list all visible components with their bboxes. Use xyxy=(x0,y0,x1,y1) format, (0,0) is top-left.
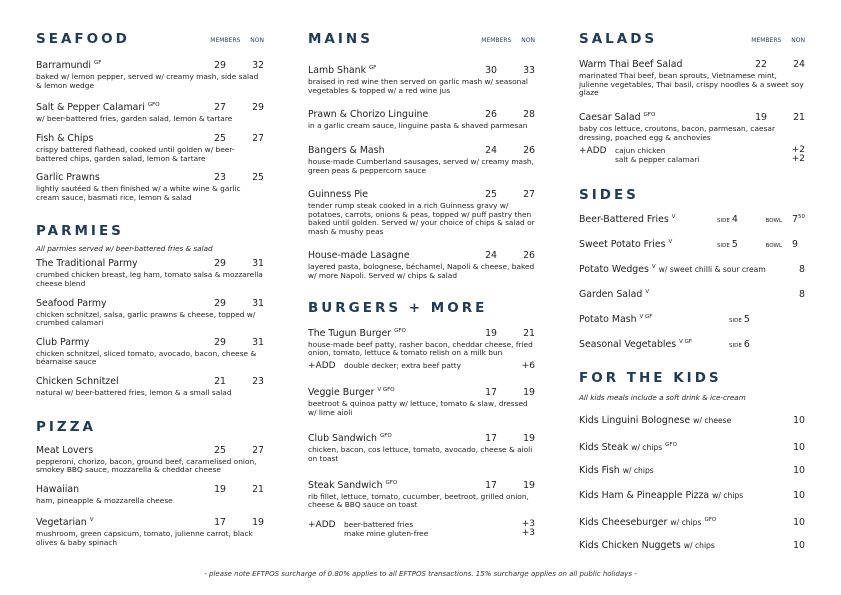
item-name xyxy=(36,133,198,145)
item-name xyxy=(308,430,469,445)
kids-name-text: Kids Ham & Pineapple Pizza xyxy=(579,490,710,502)
mains-section xyxy=(308,28,535,281)
item-row xyxy=(36,484,264,496)
item-description: natural w/ beer-battered fries, lemon & a small salad xyxy=(36,387,232,397)
members-header: MEMBERS xyxy=(751,37,782,44)
item-description: lightly sautéed & then finished w/ a white wine & garlic cream sauce, basmati rice, lemon & salad xyxy=(36,184,241,202)
kids-price: 10 xyxy=(793,442,805,454)
menu-list xyxy=(36,57,264,202)
add-option: cajun chicken xyxy=(615,146,666,156)
menu-item xyxy=(579,109,805,142)
members-header: MEMBERS xyxy=(210,37,241,44)
item-row xyxy=(308,384,535,399)
side-price: 8 xyxy=(799,289,805,301)
item-name xyxy=(579,109,739,124)
member-price: 29 xyxy=(214,258,226,270)
add-option: salt & pepper calamari xyxy=(615,155,700,165)
side-label: SIDE xyxy=(729,343,742,350)
kids-name xyxy=(579,458,785,483)
dietary-tag: V xyxy=(671,214,676,221)
add-label: +ADD xyxy=(579,146,607,157)
parmies-section xyxy=(36,220,264,397)
side-name-text: Garden Salad xyxy=(579,289,643,301)
member-price: 19 xyxy=(755,111,767,123)
dietary-tag: GFO xyxy=(665,442,677,449)
right-column xyxy=(579,28,805,558)
item-name-text: Veggie Burger xyxy=(308,387,375,399)
side-label: SIDE xyxy=(729,318,742,325)
item-name-text: House-made Lasagne xyxy=(308,250,410,262)
item-description: tender rump steak cooked in a rich Guinness gravy w/ potatoes, carrots, onions & peas, topped w/ puff pastry then baked until golden. Served w/ your choice of chips & salad or mash & mushy peas xyxy=(308,201,535,236)
menu-item xyxy=(36,376,264,398)
kids-name xyxy=(579,508,785,535)
non-member-price: 31 xyxy=(252,336,264,348)
dietary-tag: GFO xyxy=(147,102,160,109)
side-price: 8 xyxy=(799,264,805,276)
member-price: 17 xyxy=(485,479,497,491)
non-member-price: 26 xyxy=(523,144,535,156)
item-name xyxy=(36,57,198,72)
member-price: 25 xyxy=(214,444,226,456)
item-name-text: Lamb Shank xyxy=(308,65,367,77)
bowl-value: 9 xyxy=(792,239,798,251)
non-member-price: 33 xyxy=(523,65,535,77)
non-member-price: 24 xyxy=(793,59,805,70)
item-row xyxy=(36,57,264,72)
side-name-text: Seasonal Vegetables xyxy=(579,339,677,351)
menu-item xyxy=(36,258,264,288)
menu-item xyxy=(579,59,805,98)
non-member-price: 21 xyxy=(252,483,264,495)
item-description: pepperoni, chorizo, bacon, ground beef, caramelised onion, smokey BBQ sauce, mozzarella & cheddar cheese xyxy=(36,456,257,475)
kids-name-text: Kids Chicken Nuggets xyxy=(579,540,681,552)
add-price: +2 xyxy=(791,154,805,165)
side-name-text: Potato Wedges xyxy=(579,264,649,276)
item-description: w/ beer-battered fries, garden salad, lemon & tartare xyxy=(36,114,233,124)
member-price: 23 xyxy=(214,172,226,184)
member-price: 19 xyxy=(214,483,226,495)
kids-accompaniment: w/ chips xyxy=(683,541,715,551)
side-name-text: Potato Mash xyxy=(579,314,637,326)
kids-accompaniment: w/ chips xyxy=(631,443,663,453)
item-name xyxy=(308,145,469,157)
non-member-price: 19 xyxy=(252,517,264,529)
dietary-tag: GFO xyxy=(704,517,717,524)
side-item xyxy=(579,330,805,355)
item-name xyxy=(36,337,198,349)
side-item xyxy=(579,205,805,230)
member-price: 30 xyxy=(485,65,497,77)
add-label: +ADD xyxy=(308,519,336,530)
item-description: rib fillet, lettuce, tomato, cucumber, beetroot, grilled onion, cheese & BBQ sauce on toast xyxy=(308,491,529,510)
member-price: 19 xyxy=(485,327,497,339)
item-row xyxy=(308,62,535,77)
member-price: 25 xyxy=(485,189,497,201)
non-member-price: 32 xyxy=(252,60,264,72)
kids-name-text: Kids Cheeseburger xyxy=(579,517,668,529)
column-headers xyxy=(210,37,264,48)
kids-name-text: Kids Steak xyxy=(579,442,629,454)
non-member-price: 23 xyxy=(252,375,264,387)
member-price: 22 xyxy=(755,59,767,70)
side-item xyxy=(579,255,805,280)
item-row xyxy=(308,477,535,492)
kids-item xyxy=(579,483,805,508)
item-name-text: Bangers & Mash xyxy=(308,144,385,156)
seafood-section xyxy=(36,28,264,202)
item-name xyxy=(36,258,198,270)
kids-item xyxy=(579,408,805,433)
kids-price: 10 xyxy=(793,517,805,529)
left-column xyxy=(36,28,264,548)
non-member-price: 31 xyxy=(252,258,264,270)
dietary-tag: GF xyxy=(94,60,102,66)
kids-list xyxy=(579,408,805,558)
member-price: 17 xyxy=(214,517,226,529)
menu-item xyxy=(36,337,264,367)
item-row xyxy=(36,298,264,310)
column-headers xyxy=(481,37,535,48)
item-name-text: The Tugun Burger xyxy=(308,327,392,339)
side-value: 5 xyxy=(731,239,738,251)
add-price: +3 xyxy=(521,518,535,529)
sides-list xyxy=(579,205,805,355)
side-name xyxy=(579,205,717,232)
section-title: SIDES xyxy=(579,187,639,204)
side-accompaniment: w/ sweet chilli & sour cream xyxy=(658,265,766,275)
middle-column xyxy=(308,28,535,538)
item-name-text: Club Sandwich xyxy=(308,433,377,445)
dietary-tag: V xyxy=(651,264,656,271)
non-member-price: 28 xyxy=(523,109,535,121)
menu-item xyxy=(36,484,264,506)
members-header: MEMBERS xyxy=(481,37,512,44)
member-price: 29 xyxy=(214,336,226,348)
item-description: baby cos lettuce, croutons, bacon, parmesan, caesar dressing, poached egg & anchovies xyxy=(579,123,775,142)
menu-item xyxy=(36,133,264,163)
item-name-text: Salt & Pepper Calamari xyxy=(36,102,145,114)
menu-item xyxy=(36,57,264,90)
kids-item xyxy=(579,458,805,483)
item-row xyxy=(36,258,264,270)
column-headers xyxy=(751,37,805,48)
item-description: chicken schnitzel, sliced tomato, avocado, bacon, cheese & béarnaise sauce xyxy=(36,348,257,367)
member-price: 25 xyxy=(214,133,226,145)
item-name xyxy=(308,384,469,399)
item-row xyxy=(308,325,535,340)
non-member-price: 25 xyxy=(252,172,264,184)
kids-name-text: Kids Linguini Bolognese xyxy=(579,415,691,427)
dietary-tag: GFO xyxy=(379,433,392,440)
item-name xyxy=(308,250,469,262)
item-description: house-made beef patty, rasher bacon, cheddar cheese, fried onion, tomato, lettuce & tomato relish on a milk bun xyxy=(308,339,533,358)
item-description: crispy battered flathead, cooked until golden w/ beer-battered chips, garden salad, lemon & tartare xyxy=(36,145,235,163)
add-price: +3 xyxy=(521,527,535,538)
member-price: 17 xyxy=(485,387,497,399)
non-member-price: 19 xyxy=(523,387,535,399)
kids-item xyxy=(579,508,805,533)
dietary-tag: V GF xyxy=(639,314,653,321)
side-name-text: Sweet Potato Fries xyxy=(579,239,666,251)
add-option: double decker; extra beef patty xyxy=(344,360,462,370)
bowl-cents: 50 xyxy=(798,214,805,221)
menu-item xyxy=(36,298,264,328)
menu-list xyxy=(36,258,264,397)
kids-price: 10 xyxy=(793,415,805,427)
item-name xyxy=(36,99,198,114)
item-name-text: Club Parmy xyxy=(36,336,90,348)
item-name xyxy=(36,445,198,457)
section-title: BURGERS + MORE xyxy=(308,299,488,316)
non-member-price: 29 xyxy=(252,102,264,114)
pizza-section xyxy=(36,416,264,548)
menu-item xyxy=(36,514,264,547)
side-name xyxy=(579,280,785,307)
item-description: marinated Thai beef, bean sprouts, Vietnamese mint, julienne vegetables, Thai basil, crispy noodles & a sweet soy glaze xyxy=(579,71,804,98)
item-name-text: Garlic Prawns xyxy=(36,172,100,184)
surcharge-note: - please note EFTPOS surcharge of 0.80% applies to all EFTPOS transactions. 15% surcharge applies on all public holidays - xyxy=(204,570,637,578)
item-row xyxy=(579,109,805,124)
add-option: beer-battered fries xyxy=(344,519,414,529)
section-note: All parmies served w/ beer-battered fries & salad xyxy=(36,244,213,254)
item-name xyxy=(36,376,198,388)
add-price: +6 xyxy=(521,360,535,371)
kids-name xyxy=(579,483,785,508)
non-member-price: 19 xyxy=(523,433,535,445)
dietary-tag: V xyxy=(89,517,94,524)
item-row xyxy=(308,430,535,445)
item-name-text: Barramundi xyxy=(36,60,92,72)
item-name xyxy=(36,298,198,310)
item-row xyxy=(36,445,264,457)
add-on-fries xyxy=(308,520,535,538)
menu-item xyxy=(308,145,535,175)
side-name-text: Beer-Battered Fries xyxy=(579,214,669,226)
member-price: 29 xyxy=(214,60,226,72)
kids-price: 10 xyxy=(793,490,805,502)
member-price: 26 xyxy=(485,109,497,121)
bowl-price xyxy=(761,205,805,234)
non-member-price: 27 xyxy=(523,189,535,201)
member-price: 27 xyxy=(214,102,226,114)
dietary-tag: V GFO xyxy=(377,386,395,393)
item-name-text: Warm Thai Beef Salad xyxy=(579,59,683,70)
item-row xyxy=(36,99,264,114)
item-row xyxy=(36,376,264,388)
non-member-price: 31 xyxy=(252,297,264,309)
menu-item xyxy=(36,172,264,202)
menu-item xyxy=(36,445,264,475)
dietary-tag: GFO xyxy=(394,327,406,334)
kids-accompaniment: w/ cheese xyxy=(693,416,732,426)
menu-list xyxy=(36,445,264,548)
kids-name xyxy=(579,408,785,433)
side-label: SIDE xyxy=(717,243,730,250)
menu-list xyxy=(308,62,535,281)
kids-item xyxy=(579,433,805,458)
add-option: make mine gluten-free xyxy=(344,528,429,538)
side-price xyxy=(729,307,773,334)
item-row xyxy=(308,109,535,121)
item-description: ham, pineapple & mozzarella cheese xyxy=(36,495,173,505)
menu-item xyxy=(308,384,535,417)
dietary-tag: GFO xyxy=(385,479,398,486)
side-item xyxy=(579,305,805,330)
non-header: NON xyxy=(791,37,805,44)
kids-accompaniment: w/ chips xyxy=(670,518,702,528)
item-description: beetroot & quinoa patty w/ lettuce, tomato & slaw, dressed w/ lime aioli xyxy=(308,399,528,417)
item-description: chicken, bacon, cos lettuce, tomato, avocado, cheese & aioli on toast xyxy=(308,445,533,463)
side-value: 6 xyxy=(743,339,750,351)
kids-section xyxy=(579,367,805,558)
side-value: 4 xyxy=(731,214,738,226)
item-name-text: Steak Sandwich xyxy=(308,479,383,491)
add-on-salad xyxy=(579,146,805,164)
add-on-burger xyxy=(308,361,535,371)
add-price: +2 xyxy=(791,145,805,156)
item-name xyxy=(308,325,469,340)
kids-price: 10 xyxy=(793,465,805,477)
item-name-text: Vegetarian xyxy=(36,517,87,529)
menu-item xyxy=(36,99,264,124)
menu-item xyxy=(308,325,535,358)
menu-item xyxy=(308,477,535,510)
item-row xyxy=(36,133,264,145)
side-price xyxy=(729,332,773,359)
dietary-tag: GFO xyxy=(643,111,656,118)
non-member-price: 27 xyxy=(252,444,264,456)
item-row xyxy=(308,250,535,262)
kids-name-text: Kids Fish xyxy=(579,465,620,477)
item-name xyxy=(308,62,469,77)
item-name-text: The Traditional Parmy xyxy=(36,258,138,270)
kids-accompaniment: w/ chips xyxy=(622,466,654,476)
section-title: PIZZA xyxy=(36,418,96,435)
side-name xyxy=(579,230,717,257)
item-name xyxy=(308,477,469,492)
member-price: 17 xyxy=(485,433,497,445)
member-price: 24 xyxy=(485,144,497,156)
menu-item xyxy=(308,430,535,463)
dietary-tag: V xyxy=(645,289,650,296)
member-price: 24 xyxy=(485,250,497,262)
non-header: NON xyxy=(521,37,535,44)
side-name xyxy=(579,255,785,282)
item-row xyxy=(308,145,535,157)
side-item xyxy=(579,230,805,255)
side-name xyxy=(579,305,729,332)
non-member-price: 27 xyxy=(252,133,264,145)
item-row xyxy=(308,189,535,201)
item-description: braised in red wine then served on garlic mash w/ seasonal vegetables & topped w/ a red wine jus xyxy=(308,77,528,95)
item-name xyxy=(579,59,739,71)
item-row xyxy=(579,59,805,71)
non-member-price: 21 xyxy=(793,111,805,123)
side-name xyxy=(579,330,729,357)
section-title: FOR THE KIDS xyxy=(579,370,722,387)
item-description: layered pasta, bolognese, béchamel, Napoli & cheese, baked w/ more Napoli. Served w/ chips & salad xyxy=(308,262,535,281)
item-name xyxy=(36,514,198,529)
item-name-text: Hawaiian xyxy=(36,483,80,495)
member-price: 29 xyxy=(214,297,226,309)
menu-item xyxy=(308,189,535,236)
add-label: +ADD xyxy=(308,360,336,371)
burgers-section xyxy=(308,297,535,538)
item-row xyxy=(36,337,264,349)
menu-list xyxy=(579,59,805,142)
item-name-text: Fish & Chips xyxy=(36,133,94,145)
salads-section xyxy=(579,28,805,164)
menu-item xyxy=(308,250,535,280)
section-title: SALADS xyxy=(579,31,658,47)
item-description: in a garlic cream sauce, linguine pasta & shaved parmesan xyxy=(308,121,528,131)
section-title: PARMIES xyxy=(36,223,124,240)
bowl-label: BOWL xyxy=(765,218,783,225)
sides-section xyxy=(579,184,805,355)
non-header: NON xyxy=(250,37,264,44)
item-name-text: Chicken Schnitzel xyxy=(36,375,119,387)
item-description: chicken schnitzel, salsa, garlic prawns & cheese, topped w/ crumbed calamari xyxy=(36,309,256,328)
section-note: All kids meals include a soft drink & ice-cream xyxy=(579,393,746,403)
side-price xyxy=(717,207,761,234)
kids-price: 10 xyxy=(793,540,805,552)
item-name xyxy=(308,109,469,121)
item-description: mushroom, green capsicum, tomato, julienne carrot, black olives & baby spinach xyxy=(36,529,253,548)
non-member-price: 19 xyxy=(523,479,535,491)
section-title: MAINS xyxy=(308,31,373,47)
item-name xyxy=(308,189,469,201)
item-description: baked w/ lemon pepper, served w/ creamy mash, side salad & lemon wedge xyxy=(36,72,259,90)
menu-list xyxy=(308,325,535,510)
kids-name xyxy=(579,433,785,460)
section-title: SEAFOOD xyxy=(36,31,130,47)
item-name-text: Prawn & Chorizo Linguine xyxy=(308,109,429,121)
item-name xyxy=(36,172,198,184)
item-name-text: Meat Lovers xyxy=(36,444,94,456)
side-item xyxy=(579,280,805,305)
item-name-text: Seafood Parmy xyxy=(36,297,107,309)
item-row xyxy=(36,514,264,529)
item-name-text: Guinness Pie xyxy=(308,189,369,201)
item-name xyxy=(36,484,198,496)
non-member-price: 21 xyxy=(523,327,535,339)
item-description: house-made Cumberland sausages, served w/ creamy mash, green peas & peppercorn sauce xyxy=(308,156,534,175)
side-label: SIDE xyxy=(717,218,730,225)
non-member-price: 26 xyxy=(523,250,535,262)
member-price: 21 xyxy=(214,375,226,387)
menu-item xyxy=(308,109,535,131)
bowl-value: 7 xyxy=(792,214,798,226)
side-value: 5 xyxy=(743,314,750,326)
item-name-text: Caesar Salad xyxy=(579,111,641,123)
dietary-tag: V GF xyxy=(679,339,693,346)
kids-accompaniment: w/ chips xyxy=(712,491,744,501)
kids-item xyxy=(579,533,805,558)
kids-name xyxy=(579,533,785,558)
dietary-tag: GF xyxy=(369,65,377,71)
dietary-tag: V xyxy=(668,239,673,246)
menu-item xyxy=(308,62,535,95)
bowl-label: BOWL xyxy=(765,243,783,250)
item-description: crumbed chicken breast, leg ham, tomato salsa & mozzarella cheese blend xyxy=(36,270,263,288)
item-row xyxy=(36,172,264,184)
